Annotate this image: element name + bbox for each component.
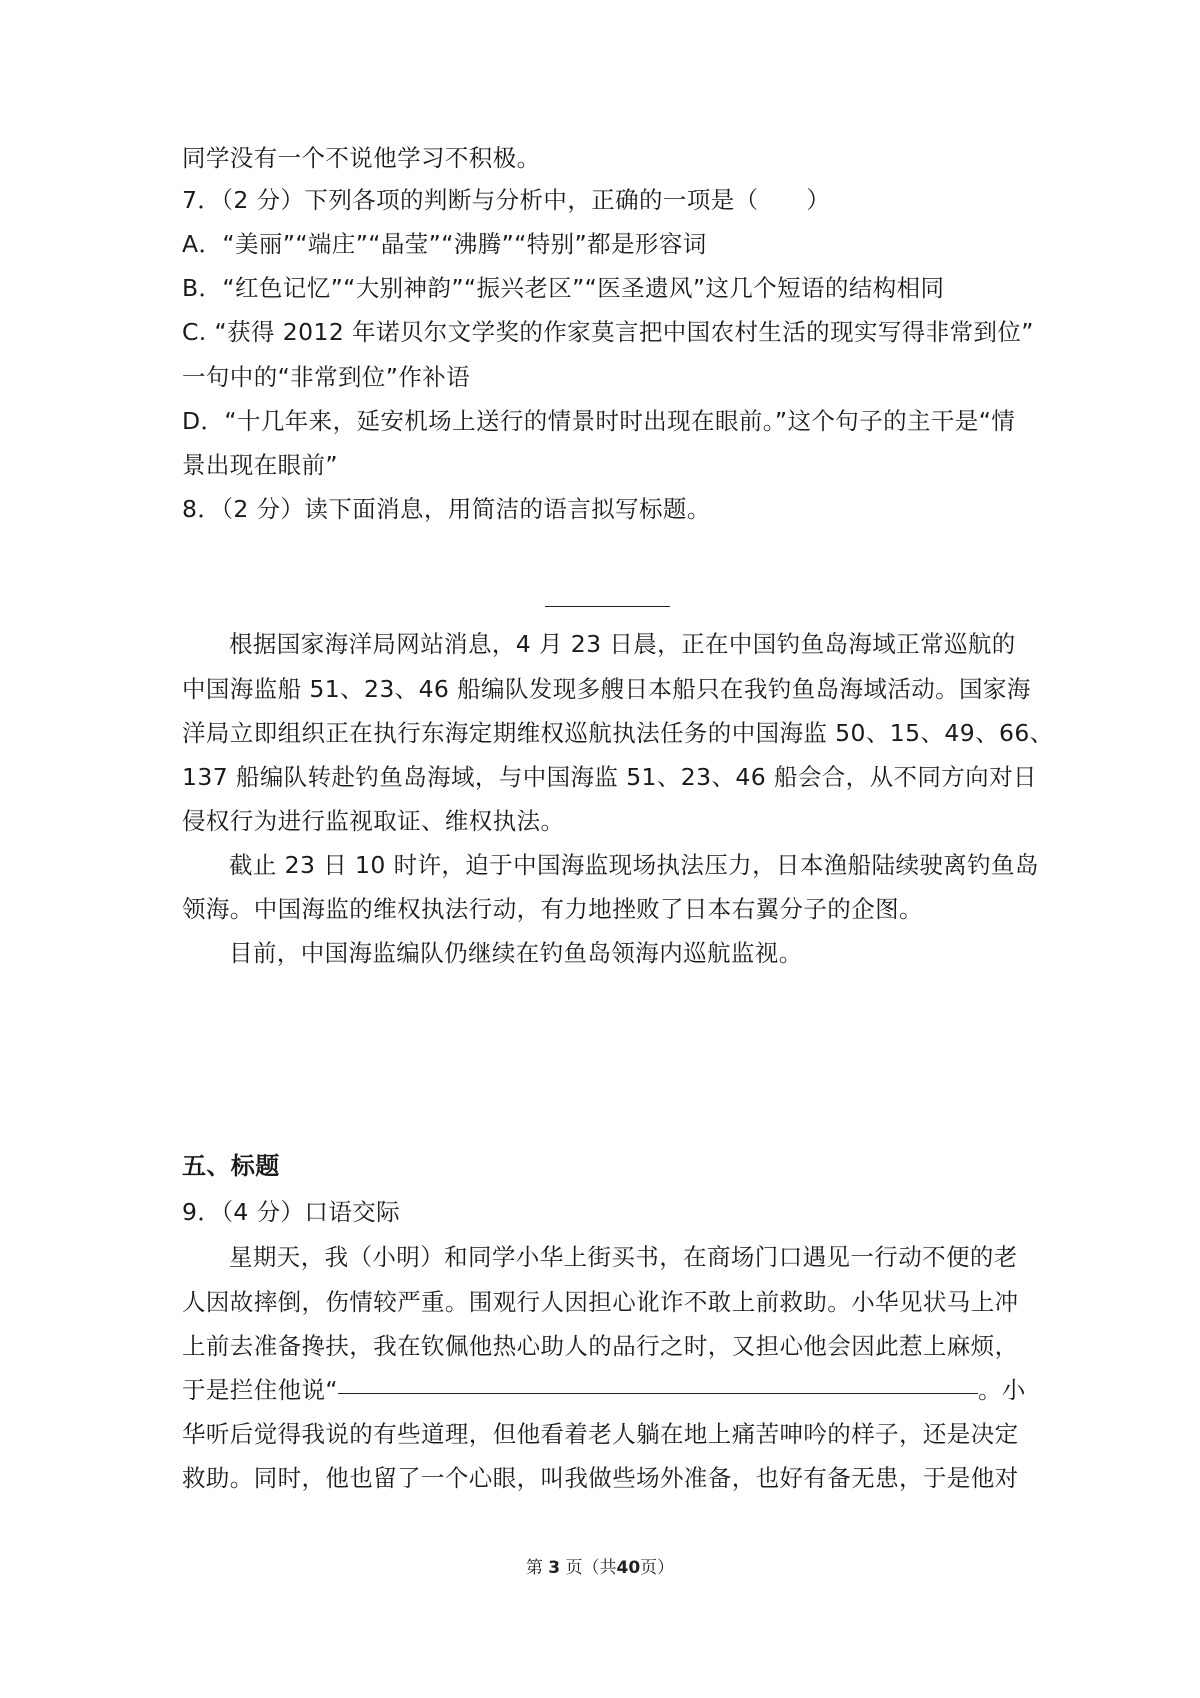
question-7-option-a: A．“美丽”“端庄”“晶莹”“沸腾”“特别”都是形容词: [182, 230, 707, 258]
question-9-paragraph-line6: 救助。同时，他也留了一个心眼，叫我做些场外准备，也好有备无患，于是他对: [182, 1464, 1019, 1492]
news-paragraph-1-line2: 中国海监船 51、23、46 船编队发现多艘日本船只在我钓鱼岛海域活动。国家海: [182, 675, 1031, 703]
question-9-line4-suffix: 。小: [977, 1376, 1026, 1404]
question-7-stem: 7．（2 分）下列各项的判断与分析中，正确的一项是（ ）: [182, 186, 831, 214]
news-paragraph-3-line1: 目前，中国海监编队仍继续在钓鱼岛领海内巡航监视。: [229, 939, 803, 967]
footer-page-number: 3: [548, 1558, 561, 1578]
title-answer-blank[interactable]: [545, 606, 670, 607]
continuation-text: 同学没有一个不说他学习不积极。: [182, 144, 541, 172]
page-footer: [0, 1553, 1200, 1578]
question-9-paragraph-line2: 人因故摔倒，伤情较严重。围观行人因担心讹诈不敢上前救助。小华见状马上冲: [182, 1288, 1019, 1316]
news-paragraph-1-line4: 137 船编队转赴钓鱼岛海域，与中国海监 51、23、46 船会合，从不同方向对日: [182, 763, 1037, 791]
question-9-line4-prefix: 于是拦住他说“: [182, 1376, 338, 1404]
speech-answer-blank[interactable]: [338, 1393, 978, 1394]
question-9-paragraph-line3: 上前去准备搀扶，我在钦佩他热心助人的品行之时，又担心他会因此惹上麻烦，: [182, 1332, 1019, 1360]
question-9-paragraph-line5: 华听后觉得我说的有些道理，但他看着老人躺在地上痛苦呻吟的样子，还是决定: [182, 1420, 1019, 1448]
question-7-option-c-line1: C. “获得 2012 年诺贝尔文学奖的作家莫言把中国农村生活的现实写得非常到位”: [182, 318, 1034, 346]
footer-prefix: 第: [525, 1558, 543, 1578]
question-7-option-d-line1: D．“十几年来，延安机场上送行的情景时时出现在眼前。”这个句子的主干是“情: [182, 407, 1016, 435]
question-7-option-c-line2: 一句中的“非常到位”作补语: [182, 363, 471, 391]
footer-total-pages: 40: [616, 1558, 641, 1578]
news-paragraph-1-line1: 根据国家海洋局网站消息，4 月 23 日晨，正在中国钓鱼岛海域正常巡航的: [229, 630, 1016, 658]
question-7-option-d-line2: 景出现在眼前”: [182, 451, 338, 479]
news-paragraph-1-line5: 侵权行为进行监视取证、维权执法。: [182, 807, 565, 835]
footer-suffix: 页）: [640, 1558, 675, 1578]
question-9-paragraph-line1: 星期天，我（小明）和同学小华上街买书，在商场门口遇见一行动不便的老: [229, 1243, 1018, 1271]
news-paragraph-2-line2: 领海。中国海监的维权执法行动，有力地挫败了日本右翼分子的企图。: [182, 895, 923, 923]
news-paragraph-1-line3: 洋局立即组织正在执行东海定期维权巡航执法任务的中国海监 50、15、49、66、: [182, 719, 1054, 747]
question-9-paragraph-line4: [182, 1373, 1026, 1407]
question-7-option-b: B．“红色记忆”“大别神韵”“振兴老区”“医圣遗风”这几个短语的结构相同: [182, 274, 945, 302]
footer-middle: 页（共: [565, 1558, 617, 1578]
question-8-stem: 8．（2 分）读下面消息，用简洁的语言拟写标题。: [182, 495, 711, 523]
section-5-heading: 五、标题: [182, 1152, 280, 1180]
question-9-stem: 9．（4 分）口语交际: [182, 1198, 401, 1226]
news-paragraph-2-line1: 截止 23 日 10 时许，迫于中国海监现场执法压力，日本渔船陆续驶离钓鱼岛: [229, 851, 1039, 879]
